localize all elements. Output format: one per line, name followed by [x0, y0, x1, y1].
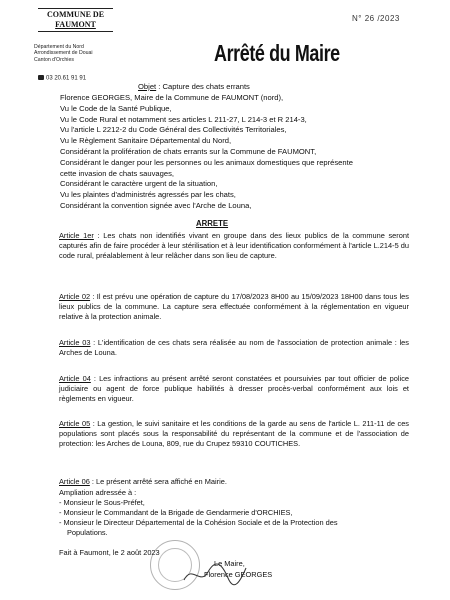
document-title: Arrêté du Maire — [214, 40, 340, 66]
phone-line — [38, 75, 86, 82]
done-at-line: Fait à Faumont, le 2 août 2023 — [59, 548, 160, 557]
recipient-item: - Monsieur le Commandant de la Brigade de Gendarmerie d'ORCHIES, — [59, 508, 293, 518]
preamble-line: Vu le Code Rural et notamment ses articles L 211-27, L 214-3 et R 214-3, — [60, 114, 307, 124]
objet-text: : Capture des chats errants — [156, 82, 250, 91]
reference-number: N° 26 /2023 — [352, 14, 400, 23]
signatory-title: Le Maire, — [214, 559, 245, 568]
article-4 — [59, 374, 409, 405]
preamble-line: Considérant la prolifération de chats errants sur la Commune de FAUMONT, — [60, 146, 317, 156]
preamble-line: cette invasion de chats sauvages, — [60, 168, 174, 178]
canton-line: Canton d'Orchies — [34, 56, 74, 63]
phone-number: 03 20.61 91 91 — [46, 75, 87, 82]
preamble-line: Considérant la convention signée avec l'Arche de Louna, — [60, 200, 252, 210]
article-text: : Les infractions au présent arrêté seront constatées et poursuivies par tout officier de police judiciaire ou agent de force publique habilités à dresser procès-verbal conformément aux lois et règlements en vigueur. — [59, 374, 409, 404]
article-label: Article 02 — [59, 292, 91, 301]
article-text: : Les chats non identifiés vivant en groupe dans des lieux publics de la commune seront capturés afin de faire procéder à leur stérilisation et à leur identification conformément à l'article L.214-5 du code rural, préalablement à leur relâcher dans son lieu de capture. — [59, 231, 409, 261]
recipient-item: - Monsieur le Directeur Départemental de la Cohésion Sociale et de la Protection des — [59, 518, 338, 528]
article-5 — [59, 419, 409, 450]
commune-name: FAUMONT — [55, 20, 96, 29]
commune-label: COMMUNE DE — [46, 10, 105, 19]
arrondissement-line: Arrondissement de Douai — [34, 50, 93, 57]
telephone-icon — [38, 75, 44, 80]
objet-line — [138, 82, 250, 91]
article-label: Article 04 — [59, 374, 91, 383]
recipient-item: Populations. — [67, 528, 108, 538]
preamble — [60, 93, 430, 212]
recipient-item: - Monsieur le Sous-Préfet, — [59, 498, 145, 508]
signatory-name: Florence GEORGES — [204, 570, 273, 579]
preamble-line: Considérant le danger pour les personnes ou les animaux domestiques que représente — [60, 157, 353, 167]
ampliation-block — [59, 488, 409, 538]
article-text: : L'identification de ces chats sera réalisée au nom de l'association de protection animale : les Arches de Louna. — [59, 338, 409, 358]
preamble-line: Vu le Code de la Santé Publique, — [60, 103, 172, 113]
commune-header — [38, 8, 113, 32]
article-text: : Il est prévu une opération de capture du 17/08/2023 8H00 au 15/09/2023 18H00 dans tous les lieux publics de la commune. La capture sera effectuée conformément à la réglementation en vigueur relative à la protection animale. — [59, 292, 409, 322]
department-line: Département du Nord — [34, 44, 84, 50]
article-2 — [59, 292, 409, 323]
preamble-line: Considérant le caractère urgent de la situation, — [60, 179, 218, 189]
objet-label: Objet — [138, 82, 157, 91]
article-text: : La gestion, le suivi sanitaire et les conditions de la garde au sens de l'article L. 211-11 de ces populations sont placés sous la responsabilité du représentant de la commune et de l'association de protection: les Arches de Louna, 809, rue du Crupez 59310 COUTICHES. — [59, 419, 409, 449]
preamble-line: Florence GEORGES, Maire de la Commune de FAUMONT (nord), — [60, 93, 284, 102]
arrete-heading: ARRETE — [196, 219, 229, 228]
article-label: Article 1er — [59, 231, 94, 240]
article-6 — [59, 477, 409, 487]
article-label: Article 05 — [59, 419, 91, 428]
ampliation-heading: Ampliation adressée à : — [59, 488, 137, 497]
article-3 — [59, 338, 409, 358]
preamble-line: Vu l'article L 2212-2 du Code Général des Collectivités Territoriales, — [60, 125, 287, 135]
article-label: Article 06 — [59, 477, 90, 486]
administrative-info — [34, 44, 93, 63]
article-label: Article 03 — [59, 338, 91, 347]
handwritten-signature — [180, 560, 250, 588]
preamble-line: Vu le Règlement Sanitaire Départemental du Nord, — [60, 136, 232, 146]
article-1 — [59, 231, 409, 262]
preamble-line: Vu les plaintes d'administrés agressés par les chats, — [60, 190, 236, 200]
article-text: : Le présent arrêté sera affiché en Mairie. — [89, 477, 227, 486]
